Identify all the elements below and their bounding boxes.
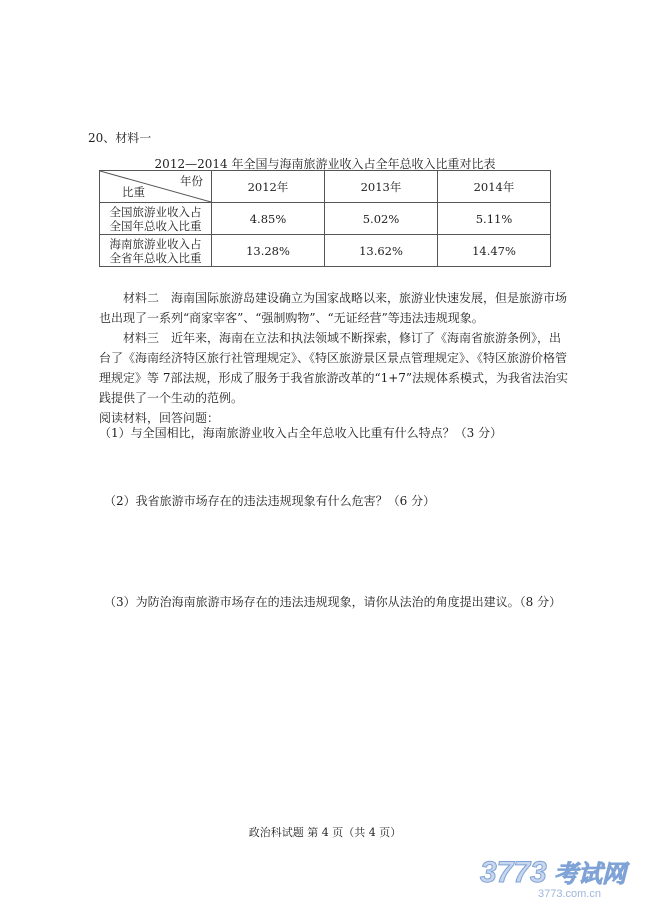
sub-question-2: （2）我省旅游市场存在的违法违规现象有什么危害？（6 分） [104, 494, 436, 508]
watermark-graphic [478, 852, 638, 902]
site-watermark-logo [478, 852, 638, 902]
year-header: 2012年 [212, 171, 325, 203]
row-label [100, 235, 212, 267]
table-cell: 4.85% [212, 203, 325, 235]
year-header: 2014年 [438, 171, 551, 203]
table-row [100, 203, 551, 235]
table-corner-cell [100, 171, 212, 203]
table-cell: 5.11% [438, 203, 551, 235]
svg-text:3773: 3773 [480, 856, 547, 889]
table-cell: 5.02% [325, 203, 438, 235]
comparison-table [99, 170, 551, 267]
sub-question-3: （3）为防治海南旅游市场存在的违法违规现象，请你从法治的角度提出建议。（8 分） [104, 595, 562, 609]
row-label [100, 203, 212, 235]
svg-text:考试网: 考试网 [554, 860, 626, 888]
table-cell: 13.28% [212, 235, 325, 267]
table-cell: 13.62% [325, 235, 438, 267]
row-label-line: 全国旅游业收入占 [109, 204, 202, 219]
table-caption: 2012—2014 年全国与海南旅游业收入占全年总收入比重对比表 [154, 157, 496, 171]
svg-text:3773.com.cn: 3773.com.cn [538, 888, 601, 900]
reading-instruction: 阅读材料，回答问题： [99, 411, 220, 425]
table-row [100, 235, 551, 267]
table-header-row [100, 171, 551, 203]
row-label-line: 全省年总收入比重 [109, 250, 202, 265]
year-header: 2013年 [325, 171, 438, 203]
row-label-line: 全国年总收入比重 [109, 218, 202, 233]
corner-year-label: 年份 [180, 174, 203, 188]
table-cell: 14.47% [438, 235, 551, 267]
question-number: 20、材料一 [88, 131, 152, 145]
page-footer: 政治科试题 第 4 页（共 4 页） [248, 826, 402, 839]
sub-question-1: （1）与全国相比，海南旅游业收入占全年总收入比重有什么特点？（3 分） [99, 426, 503, 440]
material-two: 材料二 海南国际旅游岛建设确立为国家战略以来，旅游业快速发展，但是旅游市场也出现了一系列“商家宰客”、“强制购物”、“无证经营”等违法违规现象。 [99, 291, 568, 325]
corner-ratio-label: 比重 [122, 185, 145, 199]
material-three: 材料三 近年来，海南在立法和执法领域不断探索，修订了《海南省旅游条例》，出台了《海南经济特区旅行社管理规定》、《特区旅游景区景点管理规定》、《特区旅游价格管理规定》等 7部法规，形成了服务于我省旅游改革的“1+7”法规体系模式，为我省法治实践提供了一个生动的范例。 [99, 331, 569, 405]
row-label-line: 海南旅游业收入占 [109, 236, 202, 251]
